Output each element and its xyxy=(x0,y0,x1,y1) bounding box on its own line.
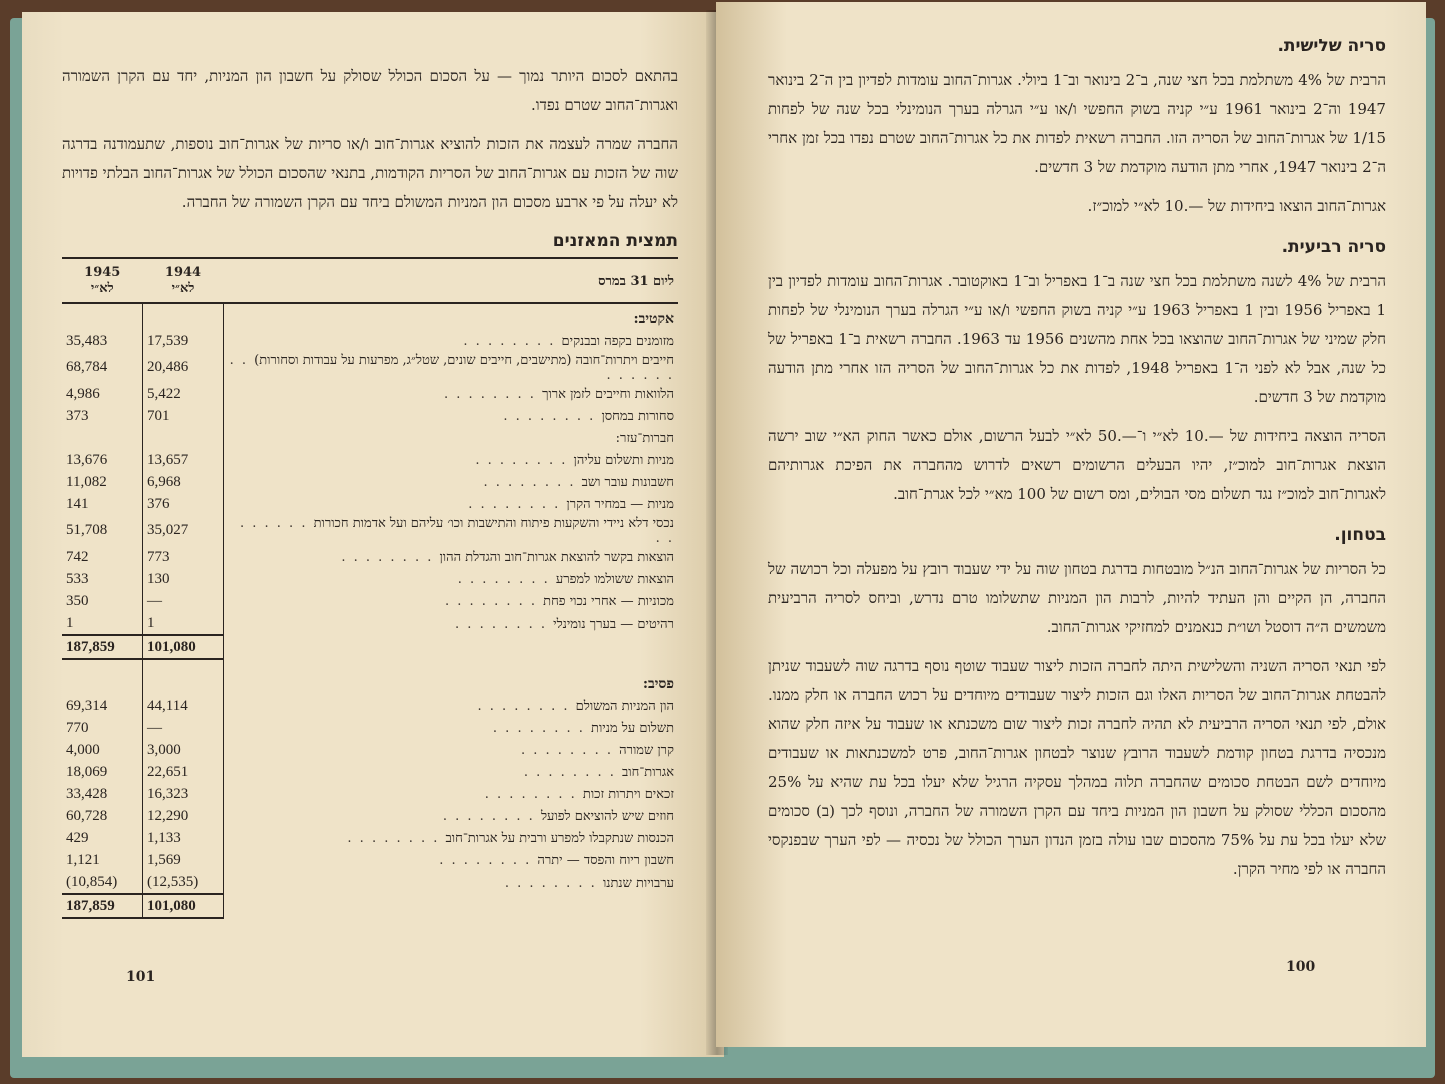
asset-row xyxy=(62,449,678,471)
asset-total-1945: 187,859 xyxy=(62,635,143,659)
asset-row xyxy=(62,352,678,383)
series-3-paragraph-1: הרבית של 4% משתלמת בכל חצי שנה, ב־2 בינואר וב־1 ביולי. אגרות־החוב עומדות לפדיון בין ה־2 בינואר 1947 וה־2 בינואר 1961 ע״י קניה בשוק החפשי ו/או ע״י הגרלה בערך הנומינלי בכל שנה של לפחות 1/15 של אגרות־החוב של הסריה הזו. החברה רשאית לפדות את כל אגרות־החוב שטרם נפדו בכל זמן אחרי ה־2 בינואר 1947, אחרי מתן הודעה מוקדמת של 3 חדשים. xyxy=(768,71,1387,176)
liability-value-1944: 16,323 xyxy=(143,783,224,805)
asset-value-1944: 773 xyxy=(143,546,224,568)
liability-row xyxy=(62,695,678,717)
asset-value-1945: 13,676 xyxy=(66,451,108,468)
liability-row xyxy=(62,783,678,805)
liability-label: תשלום על מניות . . . xyxy=(224,717,679,739)
liability-total-row xyxy=(62,894,678,918)
header-1945: 1945 לא״י xyxy=(62,258,143,303)
asset-value-1944: 17,539 xyxy=(143,330,224,352)
asset-label: חשבונות עובר ושב . . . xyxy=(224,471,679,493)
liability-value-1944: 1,569 xyxy=(143,849,224,871)
page-number-right: 100 xyxy=(1286,959,1316,975)
asset-row xyxy=(62,515,678,546)
liability-label: הון המניות המשולם . . . xyxy=(224,695,679,717)
asset-value-1944: 701 xyxy=(143,405,224,427)
assets-heading-row xyxy=(62,303,678,330)
asset-label: נכסי דלא ניידי והשקעות פיתוח והתישבות וכו׳ עליהם ועל אדמות חכורות . . . xyxy=(224,515,679,546)
liability-row xyxy=(62,871,678,894)
section-title-security: בטחון. xyxy=(1334,525,1386,545)
balance-table xyxy=(62,257,678,919)
asset-label: הוצאות בקשר להוצאת אגרות־חוב והגדלת ההון . . . xyxy=(224,546,679,568)
series-4-paragraph-2: הסריה הוצאה ביחידות של —.10 לא״י ו־—.50 לא״י לבעל הרשום, אולם כאשר החוק הא״י שוב ירשה הוצאת אגרות־חוב למוכ״ז, יהיו הבעלים הרשומים רשאים לדרוש מהחברה את הפיכת אגרותיהם לאגרות־חוב למוכ״ז נגד תשלום מסי הבולים, ומס רשום של 100 מא״י לכל אגרת־חוב. xyxy=(768,427,1386,503)
asset-value-1944: 130 xyxy=(143,568,224,590)
liability-label: קרן שמורה . . . xyxy=(224,739,679,761)
liability-row xyxy=(62,761,678,783)
liability-value-1945: 18,069 xyxy=(66,763,108,780)
left-page xyxy=(22,12,724,1057)
liability-row xyxy=(62,849,678,871)
asset-total-1944: 101,080 xyxy=(143,635,224,659)
asset-row xyxy=(62,546,678,568)
liability-value-1945: 33,428 xyxy=(66,785,108,802)
liabilities-heading: פסיב: xyxy=(642,675,674,692)
series-4-paragraph-1: הרבית של 4% לשנה משתלמת בכל חצי שנה ב־1 באפריל וב־1 באוקטובר. אגרות־החוב עומדות לפדיון בין 1 באפריל 1956 ובין 1 באפריל 1963 ע״י קניה בשוק החפשי ו/או ע״י הגרלה בערך הנומינלי של לפחות חלק שמיני של אגרות־החוב שהוצאו בכל אחת מהשנים 1956 עד 1963. החברה רשאית ב־1 באפריל של כל שנה, אבל לא לפני ה־1 באפריל 1948, לפדות את כל אגרות־החוב של הסריה הזו אחרי מתן הודעה מוקדמת של 3 חדשים. xyxy=(768,272,1387,406)
security-paragraph-1: כל הסריות של אגרות־החוב הנ״ל מובטחות בדרגת בטחון שוה על ידי שעבוד רובץ על מפעלה וכל רכושה של החברה, הן הקיים והן העתיד להיות, לרבות הון המניות שתשלומו טרם נדרש, וביחס לסריה הרביעית משמשים ה״ה דוסטל ושו״ת כנאמנים למחזיקי אגרות־החוב. xyxy=(768,560,1386,636)
liabilities-section xyxy=(62,659,678,918)
section-title-series-3: סריה שלישית. xyxy=(1277,36,1386,56)
left-paragraph-1: בהתאם לסכום היותר נמוך — על הסכום הכולל שסולק על חשבון הון המניות, יחד עם הקרן השמורה ואגרות־החוב שטרם נפדו. xyxy=(62,67,678,114)
asset-value-1945: 141 xyxy=(66,495,89,512)
asset-value-1944 xyxy=(143,427,224,449)
asset-value-1945: 533 xyxy=(66,570,89,587)
asset-value-1945: 4,986 xyxy=(66,385,100,402)
liability-value-1944: — xyxy=(143,717,224,739)
asset-label: הלוואות וחייבים לזמן ארוך . . . xyxy=(224,383,679,405)
asset-value-1944: 13,657 xyxy=(143,449,224,471)
asset-value-1945: 742 xyxy=(66,548,89,565)
asset-value-1945: 68,784 xyxy=(66,359,108,375)
asset-value-1945: 11,082 xyxy=(66,473,107,490)
liability-value-1945: 4,000 xyxy=(66,741,100,758)
asset-label: סחורות במחסן . . . xyxy=(224,405,679,427)
section-title-series-4: סריה רביעית. xyxy=(1281,237,1386,257)
header-date: ליום 31 במרס xyxy=(224,258,679,303)
asset-value-1944: 35,027 xyxy=(143,515,224,546)
liability-label: חוזים שיש להוציאם לפועל . . . xyxy=(224,805,679,827)
header-1944: 1944 לא״י xyxy=(143,258,224,303)
asset-row xyxy=(62,330,678,352)
liability-row xyxy=(62,739,678,761)
balance-title: תמצית המאזנים xyxy=(552,231,678,251)
liability-value-1945: 69,314 xyxy=(66,697,108,714)
asset-row xyxy=(62,405,678,427)
asset-row xyxy=(62,590,678,612)
asset-row xyxy=(62,612,678,635)
series-3-paragraph-2: אגרות־החוב הוצאו ביחידות של —.10 לא״י למוכ״ז. xyxy=(1087,197,1386,215)
liability-value-1944: 12,290 xyxy=(143,805,224,827)
asset-label: מניות ותשלום עליהן . . . xyxy=(224,449,679,471)
liability-value-1945: (10,854) xyxy=(66,873,118,890)
asset-row xyxy=(62,568,678,590)
assets-section xyxy=(62,303,678,659)
balance-table-header xyxy=(62,258,678,303)
liability-total-1945: 187,859 xyxy=(62,894,143,918)
asset-value-1944: 20,486 xyxy=(143,352,224,383)
asset-value-1944: 6,968 xyxy=(143,471,224,493)
asset-value-1945: 51,708 xyxy=(66,522,108,538)
right-page xyxy=(716,2,1426,1047)
liability-value-1945: 1,121 xyxy=(66,851,100,868)
liability-label: הכנסות שנתקבלו למפרע ורבית על אגרות־חוב . . . xyxy=(224,827,679,849)
asset-value-1945: 1 xyxy=(66,614,74,631)
asset-value-1944: 5,422 xyxy=(143,383,224,405)
liability-label: אגרות־חוב . . . xyxy=(224,761,679,783)
asset-row xyxy=(62,427,678,449)
liability-value-1944: 22,651 xyxy=(143,761,224,783)
asset-value-1945: 350 xyxy=(66,592,89,609)
liability-value-1944: 3,000 xyxy=(143,739,224,761)
liability-value-1944: 44,114 xyxy=(143,695,224,717)
page-number-left: 101 xyxy=(126,969,156,985)
asset-label: רהיטים — בערך נומינלי . . . xyxy=(224,612,679,635)
asset-value-1945 xyxy=(62,427,143,449)
liability-total-1944: 101,080 xyxy=(143,894,224,918)
asset-row xyxy=(62,471,678,493)
liability-value-1944: (12,535) xyxy=(143,871,224,894)
asset-row xyxy=(62,383,678,405)
asset-total-row xyxy=(62,635,678,659)
liability-row xyxy=(62,827,678,849)
liability-value-1944: 1,133 xyxy=(143,827,224,849)
liability-value-1945: 770 xyxy=(66,719,89,736)
liabilities-heading-row xyxy=(62,659,678,695)
asset-value-1945: 35,483 xyxy=(66,332,108,349)
asset-value-1944: 376 xyxy=(143,493,224,515)
liability-row xyxy=(62,805,678,827)
asset-label: מכוניות — אחרי נכוי פחת . . . xyxy=(224,590,679,612)
asset-value-1944: — xyxy=(143,590,224,612)
liability-value-1945: 429 xyxy=(66,829,89,846)
security-paragraph-2: לפי תנאי הסריה השניה והשלישית היתה לחברה הזכות ליצור שעבוד שוטף נוסף בדרגה שוה לשעבוד שניתן להבטחת אגרות־החוב של הסריות האלו וגם הזכות ליצור שעבודים מיוחדים על רכוש החברה או חלק ממנו. אולם, לפי תנאי הסריה הרביעית לא תהיה לחברה זכות ליצור שום משכנתא או שעבוד על איזה חלק שהוא מנכסיה בדרגת בטחון קודמת לשעבוד הרובץ שנוצר לבטחון אגרות־החוב, פרט למשכנתאות או שעבודים מיוחדים לשם הבטחת סכומים שהחברה תלוה במהלך עסקיה הרגיל שלא יעלו בכל עת שהיא על 25% מהסכום הכללי שסולק על חשבון הון המניות ביחד עם הקרן השמורה של החברה, ונוסף לכך (ב) סכומים שלא יעלו בכל עת על 75% מהסכום שבו עולה בזמן הנדון הערך הכולל של נכסיה — לפי הערך שבפנקסי החברה או לפי מחיר הקרן. xyxy=(768,657,1386,878)
liability-value-1945: 60,728 xyxy=(66,807,108,824)
asset-label: חייבים ויתרות־חובה (מתישבים, חייבים שונים, שטל״ג, מפרעות על עבודות וסחורות) . . . xyxy=(224,352,679,383)
asset-value-1944: 1 xyxy=(143,612,224,635)
liability-label: ערבויות שנתנו . . . xyxy=(224,871,679,894)
asset-label: הוצאות ששולמו למפרע . . . xyxy=(224,568,679,590)
asset-row xyxy=(62,493,678,515)
liability-row xyxy=(62,717,678,739)
liability-label: זכאים ויתרות זכות . . . xyxy=(224,783,679,805)
asset-label: מניות — במחיר הקרן . . . xyxy=(224,493,679,515)
left-paragraph-2: החברה שמרה לעצמה את הזכות להוציא אגרות־חוב ו/או סריות של אגרות־חוב נוספות, שתעמודנה בדרגה שוה של הזכות עם אגרות־החוב של הסריות הקודמות, בתנאי שהסכום הכולל של אגרות־החוב הבלתי פדויות לא יעלה על פי ארבע מסכום הון המניות המשולם ביחד עם הקרן השמורה של החברה. xyxy=(62,135,678,211)
liability-label: חשבון ריוח והפסד — יתרה . . . xyxy=(224,849,679,871)
assets-heading: אקטיב: xyxy=(633,310,674,327)
asset-value-1945: 373 xyxy=(66,407,89,424)
asset-label: חברות־עזר: xyxy=(615,431,674,446)
asset-label: מזומנים בקפה ובבנקים . . . xyxy=(224,330,679,352)
